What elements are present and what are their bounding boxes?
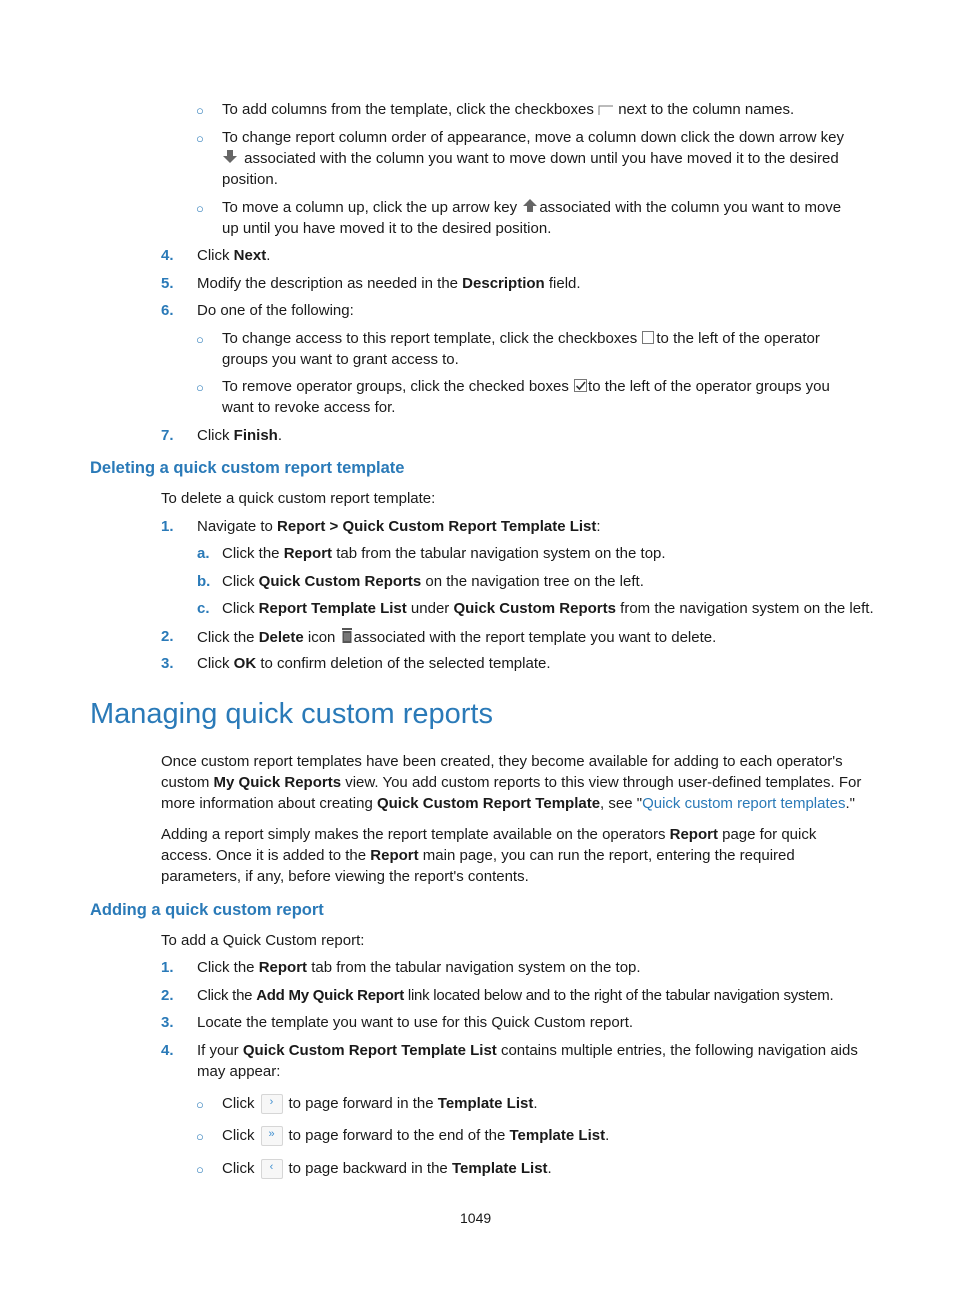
step-number: 1. bbox=[161, 959, 174, 976]
paragraph-line: parameters, if any, before viewing the report's contents. bbox=[161, 868, 529, 885]
substep-quick-custom-reports: Click Quick Custom Reports on the navigation tree on the left. bbox=[222, 573, 644, 590]
list-text: associated with the column you want to move down until you have moved it to the desired bbox=[244, 150, 839, 167]
list-item-remove-groups: To remove operator groups, click the checked boxes to the left of the operator groups you bbox=[222, 377, 830, 399]
section-intro: To add a Quick Custom report: bbox=[161, 932, 365, 949]
nav-aid-backward: Click ‹ to page backward in the Template List. bbox=[222, 1160, 552, 1177]
step-click-ok: Click OK to confirm deletion of the selected template. bbox=[197, 655, 551, 672]
list-bullet: ○ bbox=[196, 103, 204, 118]
step-modify-description: Modify the description as needed in the Description field. bbox=[197, 275, 581, 292]
step-report-tab: Click the Report tab from the tabular navigation system on the top. bbox=[197, 959, 641, 976]
step-number: 3. bbox=[161, 655, 174, 672]
step-add-my-quick-report: Click the Add My Quick Report link located below and to the right of the tabular navigation system. bbox=[197, 987, 834, 1004]
list-bullet: ○ bbox=[196, 332, 204, 347]
list-text: To add columns from the template, click the checkboxes bbox=[222, 101, 594, 118]
paragraph-line: access. Once it is added to the Report main page, you can run the report, entering the required bbox=[161, 847, 795, 864]
step-click-finish: Click Finish. bbox=[197, 427, 283, 444]
step-number: 1. bbox=[161, 518, 174, 535]
step-navigation-aids: If your Quick Custom Report Template List contains multiple entries, the following navigation aids bbox=[197, 1042, 858, 1059]
list-text: up until you have moved it to the desired position. bbox=[222, 220, 552, 237]
step-number: 4. bbox=[161, 1042, 174, 1059]
list-bullet: ○ bbox=[196, 1097, 204, 1112]
step-do-one: Do one of the following: bbox=[197, 302, 354, 319]
list-text: associated with the column you want to move bbox=[539, 199, 842, 216]
list-bullet: ○ bbox=[196, 201, 204, 216]
section-heading-adding: Adding a quick custom report bbox=[90, 901, 324, 919]
down-arrow-icon bbox=[222, 149, 240, 171]
step-number: 3. bbox=[161, 1014, 174, 1031]
list-bullet: ○ bbox=[196, 1129, 204, 1144]
substep-letter: a. bbox=[197, 545, 210, 562]
paragraph-line: may appear: bbox=[197, 1063, 281, 1080]
page-title: Managing quick custom reports bbox=[90, 698, 493, 730]
previous-page-button[interactable]: ‹ bbox=[261, 1159, 283, 1179]
next-page-button[interactable]: › bbox=[261, 1094, 283, 1114]
paragraph-line: Once custom report templates have been created, they become available for adding to each operator's bbox=[161, 753, 843, 770]
step-number: 2. bbox=[161, 987, 174, 1004]
list-text: To change report column order of appearance, move a column down click the down arrow key bbox=[222, 129, 844, 146]
paragraph-line: more information about creating Quick Custom Report Template, see "Quick custom report templates." bbox=[161, 795, 855, 812]
substep-report-tab: Click the Report tab from the tabular navigation system on the top. bbox=[222, 545, 666, 562]
list-bullet: ○ bbox=[196, 1162, 204, 1177]
page-number: 1049 bbox=[460, 1210, 492, 1226]
paragraph-line: Adding a report simply makes the report template available on the operators Report page for quick bbox=[161, 826, 817, 843]
list-item-move-up bbox=[222, 198, 841, 220]
step-number: 7. bbox=[161, 427, 174, 444]
checkbox-checked-icon bbox=[573, 378, 588, 399]
nav-aid-forward: Click › to page forward in the Template List. bbox=[222, 1095, 538, 1112]
last-page-button[interactable]: » bbox=[261, 1126, 283, 1146]
substep-letter: b. bbox=[197, 573, 211, 590]
step-click-delete: Click the Delete icon associated with the report template you want to delete. bbox=[197, 627, 716, 650]
up-arrow-icon bbox=[521, 198, 539, 220]
section-intro: To delete a quick custom report template: bbox=[161, 490, 436, 507]
step-number: 2. bbox=[161, 628, 174, 645]
paragraph-line: custom My Quick Reports view. You add custom reports to this view through user-defined templates. For bbox=[161, 774, 862, 791]
checkbox-corner-icon bbox=[598, 102, 614, 122]
substep-report-template-list: Click Report Template List under Quick Custom Reports from the navigation system on the left. bbox=[222, 600, 874, 617]
step-number: 4. bbox=[161, 247, 174, 264]
substep-letter: c. bbox=[197, 600, 210, 617]
quick-custom-report-templates-link[interactable]: Quick custom report templates bbox=[642, 795, 846, 812]
list-item-add-columns bbox=[222, 100, 794, 122]
list-item-move-down bbox=[222, 149, 839, 171]
list-text: groups you want to grant access to. bbox=[222, 351, 459, 368]
nav-aid-last: Click » to page forward to the end of the Template List. bbox=[222, 1127, 610, 1144]
list-item-change-access: To change access to this report template, click the checkboxes to the left of the operator bbox=[222, 329, 820, 351]
step-navigate: Navigate to Report > Quick Custom Report Template List: bbox=[197, 518, 601, 535]
section-heading-deleting: Deleting a quick custom report template bbox=[90, 459, 405, 477]
list-text: next to the column names. bbox=[618, 101, 795, 118]
list-text: want to revoke access for. bbox=[222, 399, 396, 416]
trash-icon bbox=[340, 627, 354, 650]
checkbox-empty-icon bbox=[641, 330, 656, 351]
list-text: To move a column up, click the up arrow key bbox=[222, 199, 518, 216]
step-number: 6. bbox=[161, 302, 174, 319]
step-number: 5. bbox=[161, 275, 174, 292]
list-text: position. bbox=[222, 171, 278, 188]
step-click-next: Click Next. bbox=[197, 247, 271, 264]
list-bullet: ○ bbox=[196, 380, 204, 395]
step-locate-template: Locate the template you want to use for this Quick Custom report. bbox=[197, 1014, 634, 1031]
list-bullet: ○ bbox=[196, 131, 204, 146]
